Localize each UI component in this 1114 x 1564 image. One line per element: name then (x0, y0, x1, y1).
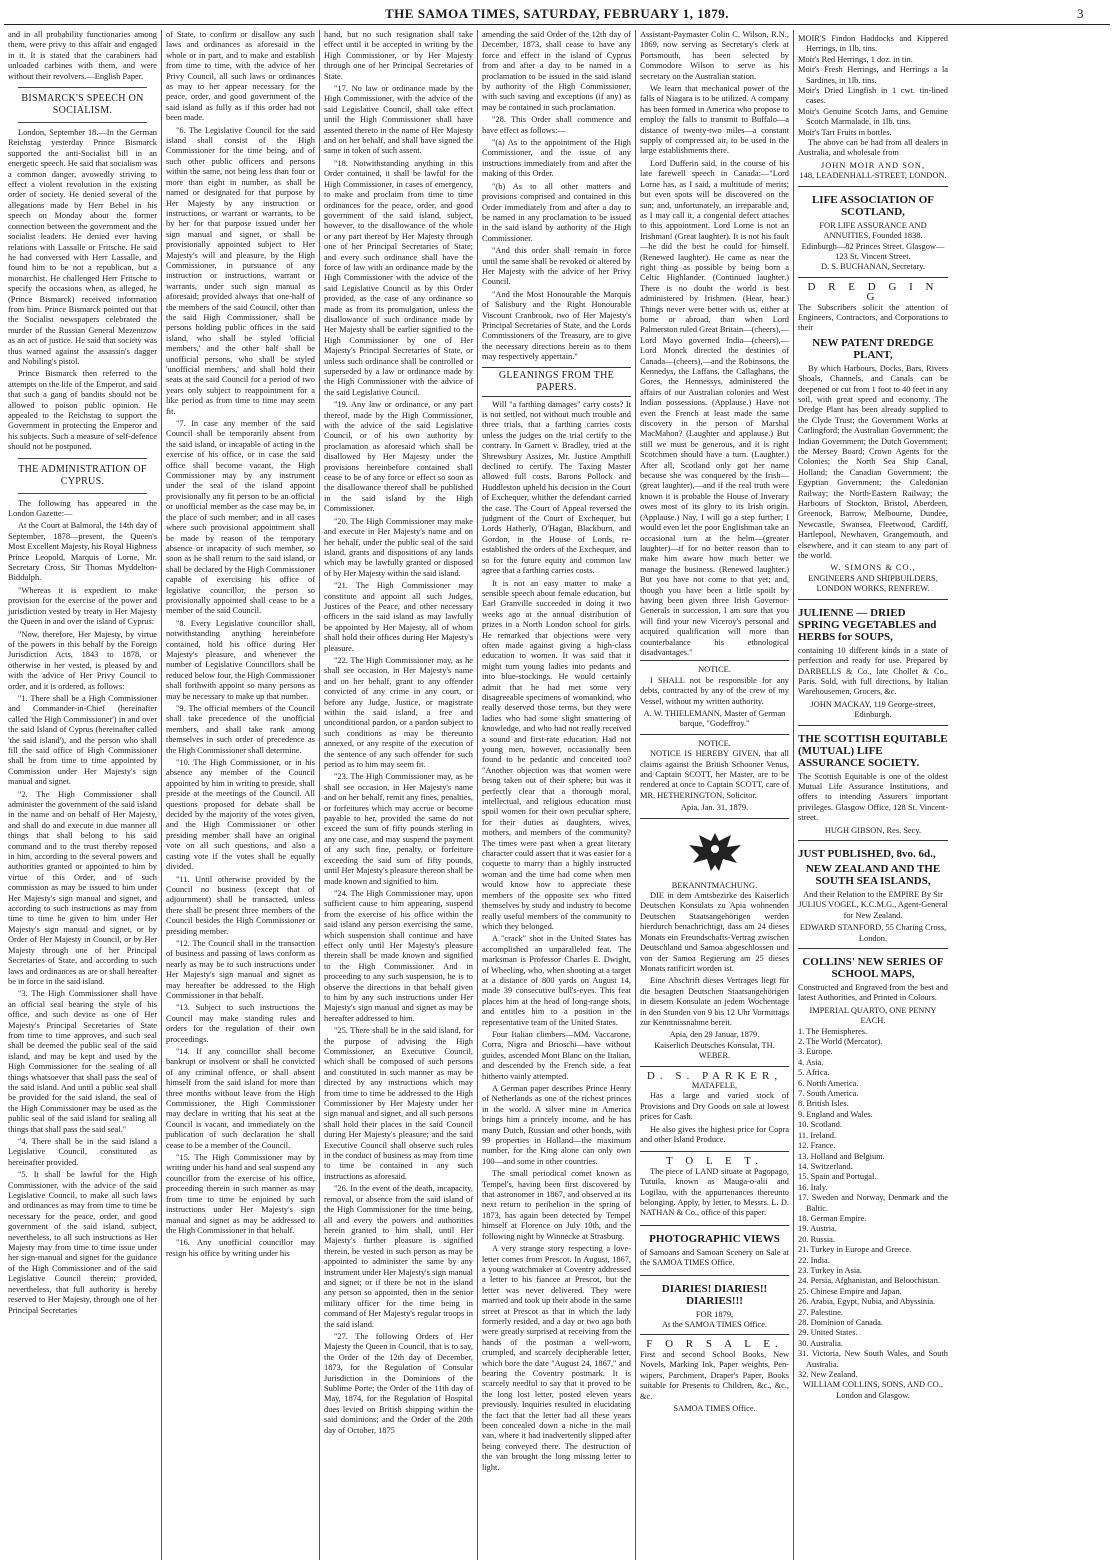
paragraph: "(a) As to the appointment of the High Commissioner, and the issue of any instructions immediately from and after the making of this Order. (482, 138, 631, 179)
ad-body: DIE in dem Amtsbezirke des Kaiserlich Deutschen Konsulats zu Apia wohnenden Deutschen Staatsangehörigen werden hierdurch benachrichtigt, dass am 24 dieses Monats ein Freundschafts-Vertrag zwischen Deutschland und Samoa abgeschlossen und von der Samoa Regierung am 25 dieses Monats ratificirt worden ist. (640, 891, 789, 973)
parker-ad (640, 1067, 789, 1153)
paragraph: At the Court at Balmoral, the 14th day of September, 1878—present, the Queen's Most Excellent Majesty, his Royal Highness Prince Leopold, Marquis of Lorne, Mr. Secretary Cross, Sir Thomas Myddelton-Biddulph. (8, 521, 157, 583)
list-item: 11. Ireland. (798, 1130, 837, 1140)
list-item: 30. Australia. (798, 1338, 843, 1348)
ad-body: The piece of LAND situate at Pagopago, Tutuila, known as Mauga-o-alii and Logilau, with the appurtenances thereunto belonging. Apply, by letter, to Messrs. L. D. NATHAN & Co., office of this paper. (640, 1166, 789, 1218)
diaries-ad (640, 1276, 789, 1336)
ad-date: Apia, Jan. 31, 1879. (680, 803, 749, 813)
ad-body: containing 10 different kinds in a state of perfection and ready for use. Prepared by DARBELLS & Co., late Chollet & Co., Paris. Sold, with full directions, by Italian Warehousemen, Grocers, &c. (798, 645, 948, 697)
moir-ad (798, 30, 948, 187)
notice-ad-venus (640, 735, 789, 819)
paragraph: "28. This Order shall commence and have effect as follows:— (482, 115, 631, 135)
ad-company: JOHN MOIR AND SON, (820, 160, 926, 170)
paragraph: A very strange story respecting a love-letter comes from Prescot. In August, 1867, a young watchmaker at Coventry addressed a letter to his fiancee at Prescot, but the letter was never delivered. They were married and took up their abode in the same street at Prescot as that in which the lady formerly resided, and a day or two ago both were greatly surprised at receiving from the hands of the postman a well-worn, crumpled, and scarcely decipherable letter, which bore the date "August 24, 1867," and bearing the Coventry postmark. It is scarcely needful to say that it proved to be the long lost letter, posted eleven years previously. Inquiries resulted in elucidating the fact that the letter had all these years been concealed down a niche in the mail van, where it had inadvertently slipped after being conveyed there. The destruction of the van brought the long missing letter to light. (482, 1244, 631, 1472)
paragraph: The small periodical comet known as Tempel's, having been first discovered by that astronomer in 1867, and observed at its next return to perihelion in the spring of 1873, has again been detected by Tempel himself at Florence on July 10th, and the following night by Winnecke at Strasburg. (482, 1169, 631, 1241)
paragraph: "8. Every Legislative councillor shall, notwithstanding anything hereinbefore contained, hold his office during Her Majesty's pleasure, and whenever the number of Legislative Councillors shall be reduced below four, the High Commissioner shall forthwith appoint so many persons as may be necessary to make up that number. (166, 618, 315, 701)
masthead-rule (4, 24, 1110, 25)
ad-signature: WILLIAM COLLINS, SONS, AND CO., London and Glasgow. (802, 1380, 944, 1400)
list-item: 4. Asia. (798, 1057, 824, 1067)
list-item: 14. Switzerland. (798, 1161, 853, 1171)
ad-company: W. SIMONS & CO., (830, 563, 916, 573)
ad-address: 148, LEADENHALL-STREET, LONDON. (799, 171, 947, 181)
article-heading-gleanings: GLEANINGS FROM THE PAPERS. (482, 367, 631, 397)
list-item: 23. Turkey in Asia. (798, 1265, 862, 1275)
list-item: 26. Arabia, Egypt, Nubia, and Abyssinia. (798, 1297, 936, 1307)
paragraph: Will "a farthing damages" carry costs? It is not settled, not without much trouble and three trials, that a farthing carries costs unless the judges on the trial certify to the contrary. In Garnett v. Bradley, tried at the Shrewsbury Assizes, Mr. Justice Ampthill declined to certify. The Taxing Master allowed full costs. Barons Pollock and Huddleston upheld his decision in the Court of Exchequer, whither the defendant carried the case. The Court of Appeal reversed the judgment of the Court of Exchequer, but Lords Hatherly, O'Hagan, Blackburn, and Gordon, in the House of Lords, re-established the orders of the Exchequer, and so for the future equity and common law agree that a farthing carries costs. (482, 399, 631, 576)
ad-location: At the SAMOA TIMES Office. (661, 1320, 768, 1330)
ad-body: The Subscribers solicit the attention of Engineers, Contractors, and Corporations to their (798, 302, 948, 333)
paragraph: A German paper describes Prince Henry of Netherlands as one of the richest princes in the world. A silver mine in America brings him a princely income, and he has many Dutch, Russian and other bonds, with 99 properties in Holland—the maximum number, for the King alone can only own 100—and some in other countries. (482, 1084, 631, 1166)
ad-body: And their Relation to the EMPIRE By Sir JULIUS VOGEL, K.C.M.G., Agent-General for New Zealand. (798, 889, 948, 920)
list-item: 16. Italy. (798, 1182, 828, 1192)
column-4 (478, 30, 636, 1560)
paragraph: "19. Any law or ordinance, or any part thereof, made by the High Commissioner, with the advice of the said Legislative Council, or of his own authority by proclamation as aforesaid which shall be disallowed by Her Majesty under the provisions hereinbefore contained shall cease to be of any force or effect so soon as the disallowance thereof shall be published in the said island by the High Commissioner. (324, 400, 473, 514)
newspaper-columns (4, 30, 1110, 1560)
article-heading-bismarck: BISMARCK'S SPEECH ON SOCIALISM. (21, 93, 144, 117)
list-item: 10. Scotland. (798, 1120, 842, 1130)
ad-title: T O L E T. (666, 1155, 763, 1168)
paragraph: It is not an easy matter to make a sensible speech about female education, but Earl Granville succeeded in doing it two weeks ago at the annual distribution of prizes in a North London school for girls. He remarked that objections were very often made against giving a high-class education to women. It was said that it might turn young ladies into pedants and into blue-stockings. He would certainly admit that he had met some very disagreeable specimens of womankind, who really deserved those terms, but they were ladies who had some slight smattering of knowledge, and who had not really received a sound and first-rate education. Had not young men, however, occasionally been found to be pedantic and conceited too? "Another objection was that women were being taken out of their sphere; but was it perfectly clear that a thorough moral, intellectual, and religious education must spoil women for their own peculiar sphere, for their duties as daughters, wives, mothers, and members of the community? The times were past when a great literary character could assert that it was easier for a coquette to marry than a highly instructed woman and the time had come when men would know how to appreciate these members of the opposite sex who fitted themselves by study and industry to become really useful members of the community to which they belonged. (482, 578, 631, 931)
ad-title: THE SCOTTISH EQUITABLE (MUTUAL) LIFE ASSURANCE SOCIETY. (798, 732, 948, 769)
paragraph: A "crack" shot in the United States has accomplished an unparalleled feat. The marksman is Professor Charles E. Dwight, of Wheeling, who, when shooting at a target at a distance of 800 yards on August 14, made 39 consecutive bull's-eyes. This feat places him at the head of long-range shots, and entitles him to a position in the representative team of the United States. (482, 934, 631, 1027)
ad-signature: EDWARD STANFORD, 55 Charing Cross, London. (799, 923, 947, 943)
ad-signature: Kaiserlich Deutsches Konsulat, TH. WEBER. (654, 1040, 775, 1061)
list-item: 28. Dominion of Canada. (798, 1318, 883, 1327)
list-item: Moir's Tart Fruits in bottles. (798, 127, 892, 137)
paragraph: of State, to confirm or disallow any such laws and ordinances as aforesaid in the whole or in part, and to make and establish from time to time, with the advice of her Privy Council, all such laws or ordinances as may to her appear necessary for the peace, order, and good government of the said island as fully as if this order had not been made. (166, 30, 315, 123)
paragraph: "4. There shall be in the said island a Legislative Council, constituted as hereinafter provided. (8, 1137, 157, 1167)
ad-title: LIFE ASSOCIATION OF SCOTLAND, (811, 193, 935, 218)
notice-ad-thielemann (640, 660, 789, 734)
list-item: 7. South America. (798, 1089, 859, 1099)
article-continuation: and in all probability functionaries among them, were privy to this affair and engaged in it. It is stated that the carabiners had unloaded carbines with them, and were without their revolvers.—English Paper. (8, 30, 157, 81)
ad-body: Has a large and varied stock of Provisions and Dry Goods on sale at lowest prices for Cash. (640, 1091, 789, 1122)
paragraph: The following has appeared in the London Gazette:— (8, 498, 157, 519)
list-item: 9. England and Wales. (798, 1109, 873, 1119)
page-number: 3 (1077, 6, 1084, 21)
paragraph: "5. It shall be lawful for the High Commissioner, with the advice of the said Legislative Council, to make all such laws and ordinances as may from time to time be necessary for the peace, order, and good government of the said island, subject, nevertheless, to all such instructions as Her Majesty may from time to time issue under her sign-manual and signet for the guidance of the High Commissioner and of the said Legislative Council therein; provided, nevertheless, that full authority is hereby reserved to Her Majesty, through one of her Principal Secretaries (8, 1170, 157, 1315)
ad-headline: NEW ZEALAND AND THE SOUTH SEA ISLANDS, (805, 862, 941, 887)
divider (18, 87, 147, 88)
paragraph: "Now, therefore, Her Majesty, by virtue of the powers in this behalf by the Foreign Jurisdiction Acts, 1843 to 1878, or otherwise in her vested, is pleased by and with the advice of Her Privy Council to order, and it is ordered, as follows: (8, 629, 157, 691)
paragraph: "And the Most Honourable the Marquis of Salisbury and the Right Honourable Viscount Cranbrook, two of Her Majesty's Principal Secretaries of State, and the Lords Commissioners of the Treasury, are to give the necessary directions herein as to them may respectively appertain." (482, 289, 631, 362)
dredging-ad (798, 278, 948, 600)
paragraph: Four Italian climbers—MM. Vaccarone, Corra, Nigra and Brioschi—have without guides, ascended Mont Blanc on the Italian, and descended by the French side, a feat hitherto vainly attempted. (482, 1029, 631, 1081)
divider (18, 122, 147, 123)
ad-title: NOTICE. (698, 665, 731, 675)
paragraph: "22. The High Commissioner may, as he shall see occasion, in Her Majesty's name and on her behalf, grant to any offender convicted of any crime in any court, or before any Judge, Justice, or magistrate within the said island, a free and unconditional pardon, or a pardon subject to such conditions as may be thereunto annexed, or any respite of the execution of the sentence of any such offender for such period as to him may seem fit. (324, 655, 473, 770)
map-list (798, 1027, 948, 1381)
list-item: 3. Europe. (798, 1047, 833, 1057)
list-item: 13. Holland and Belgium. (798, 1151, 885, 1161)
list-item: 8. British Isles. (798, 1099, 849, 1109)
ad-signature: SAMOA TIMES Office. (673, 1403, 756, 1413)
paragraph: "21. The High Commissioner may constitute and appoint all such Judges, Justices of the Peace, and other necessary officers in the said island as may lawfully be appointed by Her Majesty, all of whom shall hold their offices during Her Majesty's pleasure. (324, 581, 473, 653)
life-association-ad (798, 187, 948, 278)
column-5 (636, 30, 794, 1560)
paragraph: "9. The official members of the Council shall take precedence of the unofficial members, and shall take rank among themselves in such order of precedence as the High Commissioner shall determine. (166, 704, 315, 755)
list-item: 20. Russia. (798, 1234, 835, 1244)
paragraph: "13. Subject to such instructions the Council may make standing rules and orders for the regulation of their own proceedings. (166, 1003, 315, 1044)
list-item: Moir's Genuine Scotch Jams, and Genuine Scotch Marmalade, in 1lb. tins. (798, 106, 948, 127)
ad-title: BEKANNTMACHUNG. (671, 880, 758, 890)
ad-body: NOTICE IS HEREBY GIVEN, that all claims against the British Schooner Venus, and Captain SCOTT, her Master, are to be rendered at once to Captain SCOTT, care of MR. HETHERINGTON, Solicitor. (640, 749, 789, 800)
ad-title: PHOTOGRAPHIC VIEWS (649, 1232, 780, 1245)
ad-headline: NEW PATENT DREDGE PLANT, (812, 336, 934, 361)
list-item: 1. The Hemispheres. (798, 1026, 868, 1036)
ad-title: D. S. PARKER, (646, 1069, 783, 1082)
ad-body: He also gives the highest price for Copra and other Island Produce. (640, 1124, 789, 1144)
paragraph: London, September 18.—In the German Reichstag yesterday Prince Bismarck supported the anti-Socialist bill in an energetic speech. He said that socialism was a common danger, avowedly striving to effect a violent revolution in the existing order of society. He denied several of the allegations made by Herr Bebel in his speech on Monday about the former connection between the government and the socialist leaders. He denied ever having relations with Lassalle or Fritsche. He said he had conversed with Herr Lassalle, and found him to be not a republican, but a monarchist. He challenged Herr Fritsche to specify the occasions when, as alleged, he (Prince Bismarck) received information from him. Prince Bismarck pointed out that the Socialist newspapers celebrated the murder of the Russian General Mezentzow as an act of justice. He said that society was thus warned against the assassin's dagger and Nobiling's pistol. (8, 128, 157, 366)
ad-title: D R E D G I N G (807, 280, 939, 304)
list-item: 27. Palestine. (798, 1307, 843, 1317)
paragraph: "(b) As to all other matters and provisions comprised and contained in this Order immediately from and after a day to be named in any proclamation to be issued in the said island by authority of the High Commissioner. (482, 181, 631, 243)
ad-body: I SHALL not be responsible for any debts, contracted by any of the crew of my Vessel, without my written authority. (640, 675, 789, 706)
paragraph: "26. In the event of the death, incapacity, removal, or absence from the said island of the High Commissioner for the time being, all and every the powers and authorities herein granted to him shall, until Her Majesty's further pleasure is signified therein, be vested in such person as may be appointed to administer the same by any instrument under Her Majesty's sign manual and signet; or if there be not in the island any person so appointed, then in the senior military officer for the time being in command of Her Majesty's regular troops in the said island. (324, 1184, 473, 1329)
article-heading-cyprus: THE ADMINISTRATION OF CYPRUS. (18, 463, 147, 487)
list-item: 32. New Zealand. (798, 1370, 858, 1380)
ad-subtitle: FOR 1879, (695, 1309, 734, 1319)
list-item: MOIR'S Findon Haddocks and Kippered Herrings, in 1lb. tins. (798, 34, 948, 54)
paragraph: Assistant-Paymaster Colin C. Wilson, R.N., 1869, now serving as Secretary's clerk at Portsmouth, has been selected by Commodore Wilson to serve as his secretary on the Australian station. (640, 30, 789, 81)
ad-title: JULIENNE — DRIED SPRING VEGETABLES and HERBS for SOUPS, (798, 606, 937, 643)
list-item: 21. Turkey in Europe and Greece. (798, 1245, 912, 1255)
ad-signature: JOHN MACKAY, 119 George-street, Edinburgh. (810, 699, 936, 720)
list-item: Moir's Dried Lingfish in 1 cwt. tin-lined cases. (798, 86, 948, 106)
ad-body: of Samoans and Samoan Scenery on Sale at the SAMOA TIMES Office. (640, 1247, 789, 1268)
ad-signature: A. W. THIELEMANN, Master of German barque, "Godeffroy." (643, 709, 786, 729)
ad-title: NOTICE. (698, 738, 731, 748)
column-6 (794, 30, 952, 1560)
ad-signature: D. S. BUCHANAN, Secretary. (821, 262, 925, 272)
paragraph: Prince Bismarck then referred to the attempts on the life of the Emperor, and said that such a gang of bandits should not be allowed to poison public opinion. He appealed to the Reichstag to support the Government in protecting the Emperor and his subjects. Such a measure of self-defence should not be postponed. (8, 369, 157, 452)
paragraph: "18. Notwithstanding anything in this Order contained, it shall be lawful for the High Commissioner, in cases of emergency, to make and proclaim from time to time ordinances for the peace, order, and good government of the said island, subject, however, to the disallowance of the whole or any part thereof by Her Majesty through one of her Principal Secretaries of State; and every such ordinance shall have the force of law with an ordinance made by the High Commissioner with the advice of the said Legislative Council as by this Order provided, as the case of any ordinance so made as from its promulgation, unless the disallowance of such ordinance made by Her Majesty shall be earlier signified to the High Commissioner by one of Her Majesty's Principal Secretaries of State, or unless such ordinance shall be controlled or superseded by a law or ordinance made by the High Commissioner with the advice of the said Legislative Council. (324, 158, 473, 397)
ad-signature: HUGH GIBSON, Res. Secy. (824, 825, 922, 835)
list-item: 6. North America. (798, 1078, 859, 1088)
list-item: 29. United States. (798, 1328, 858, 1338)
paragraph: "11. Until otherwise provided by the Council no business (except that of adjournment) shall be transacted, unless there shall be present three members of the Council besides the High Commissioner or presiding member. (166, 874, 315, 936)
for-sale-ad (640, 1335, 789, 1418)
paragraph: "2. The High Commissioner shall administer the government of the said island in the name and on behalf of Her Majesty, and shall do and execute in due manner all things that shall belong to his said command and to the trust thereby reposed in him, according to the several powers and authorities granted or appointed to him by virtue of this Order, and of such commission as may be issued to him under Her Majesty's sign manual and signet, and according to such instructions as may from time to time be given to him under Her Majesty's sign manual and signet, or by Order of Her Majesty in Council, or by Her Majesty through one of her Principal Secretaries of State, and according to such laws and ordinances as are or shall hereafter be in force in the said island. (8, 789, 157, 986)
column-2 (162, 30, 320, 1560)
list-item: 24. Persia, Afghanistan, and Beloochistan. (798, 1276, 940, 1286)
ad-subtitle: MATAFELE, (691, 1080, 738, 1090)
list-item: 18. German Empire. (798, 1213, 867, 1223)
paragraph: "16. Any unofficial councillor may resign his office by writing under his (166, 1238, 315, 1258)
new-zealand-book-ad (798, 841, 948, 949)
list-item: Moir's Red Herrings, 1 doz. in tin. (798, 54, 913, 64)
collins-maps-ad (798, 949, 948, 1405)
to-let-ad (640, 1152, 789, 1225)
ad-title: DIARIES! DIARIES!! DIARIES!!! (661, 1282, 768, 1307)
paragraph: "14. If any councillor shall become bankrupt or insolvent or shall be convicted of any criminal offence, or shall absent himself from the said island for more than three months without leave from the High Commissioner, the High Commissioner may declare in writing that his seat at the Council is vacant, and immediately on the publication of such declaration he shall cease to be a member of the Council. (166, 1047, 315, 1150)
paragraph: "27. The following Orders of Her Majesty the Queen in Council, that is to say, the Order of the 12th day of December, 1873, for the Regulation of Consular Jurisdiction in the Dominions of the Sublime Porte; the Order of the 11th day of May, 1874, for the Regulation of Hospital dues levied on British shipping within the said dominions; and the Order of the 20th day of October, 1875 (324, 1331, 473, 1435)
ad-address: Edinburgh—82 Princes Street. Glasgow—123 St. Vincent Street. (801, 241, 945, 261)
paragraph: "23. The High Commissioner may, as he shall see occasion, in Her Majesty's name and on her behalf, remit any fines, penalties, or forfeitures which may accrue or become payable to her, provided the same do not exceed the sum of fifty pounds sterling in any one case, and may suspend the payment of any such fine, penalty, or forfeiture exceeding the said sum of fifty pounds, until Her Majesty's pleasure thereon shall be made known and signified to him. (324, 772, 473, 886)
moir-products (798, 34, 948, 138)
ad-date: Apia, den 29 Januar, 1879. (669, 1030, 760, 1040)
paragraph: "1. There shall be a High Commissioner and Commander-in-Chief (hereinafter called 'the High Commissioner') in and over the said Island of Cyprus (hereinafter called 'the said island'), and the person who shall fill the said office of High Commissioner shall be from time to time appointed by Commission under Her Majesty's sign manual and signet. (8, 693, 157, 787)
divider (18, 493, 147, 494)
paragraph: hand, but no such resignation shall take effect until it be accepted in writing by the High Commissioner, or by Her Majesty through one of her Principal Secretaries of State. (324, 30, 473, 81)
list-item: 2. The World (Mercator). (798, 1037, 883, 1047)
paragraph: "3. The High Commissioner shall have an official seal bearing the style of his office, and such device as one of Her Majesty's Principal Secretaries of State from time to time approves, and such seal shall be deemed the public seal of the said island, and may be kept and used by the High Commissioner for the sealing of all things whatsoever that shall pass the seal of the said island. And until a public seal shall be provided for the said island, the seal of the High Commissioner may be used as the public seal of the said island for sealing all things that shall pass the said seal." (8, 989, 157, 1134)
paragraph: Lord Dufferin said, in the course of his late farewell speech in Canada:—"Lord Lorne has, as I said, a multitude of merits; but even spots will be discovered on the sun; and, unfortunately, an irreparable and, as I may call it, a congenial defect attaches to this appointment. Lord Lorne is not an Irishman! (Great laughter). It is not his fault—he did the best he could for himself. (Renewed laughter). He came as near the right thing as possible by being born a Celtic Highlander. (Continued laughter.) There is no doubt the world is best administered by Irishmen. (Hear, hear.) Things never were better with us, either at home or abroad, than when Lord Palmerston ruled Great Britain—(cheers),—Lord Mayo governed India—(cheers),—Lord Monck directed the destinies of Canada—(cheers),—and the Robinsons, the Kennedys, the Laffans, the Callaghans, the Gores, the Hennessys, administered the affairs of our Australian colonies and West Indian possessions. (Applause.) Have not even the French at least made the same discovery in the person of Marshal MacMahon? (Laughter and applause.) But still we must be generous, and it is right Scotchmen should have a turn. (Laughter.) After all, Scotland only got her name because she was conquered by the Irish—(great laughter),—and if the real truth were known it is probable the House of Inverary owes most of its glory to its Irish origin. (Applause.) Nay, I will go a step further; I would even let the poor Englishman take an occasional turn at the helm—(greater laughter)—if for no better reason than to make him aware how much better we manage the business. (Renewed laughter.) But you have not come to that yet; and, though you have been a little spoilt by having been given three Irish Governor-Generals in succession, I am sure that you will find your new Viceroy's personal and acquired qualification will more than counterbalance his ethnological disadvantages." (640, 158, 789, 657)
paragraph: "12. The Council shall in the transaction of business and passing of laws conform as nearly as may be to such instructions under Her Majesty's sign manual and signet as may hereafter be addressed to the High Commissioner in that behalf. (166, 938, 315, 1000)
paragraph: "10. The High Commissioner, or in his absence any member of the Council appointed by him in writing to preside, shall preside at the meetings of the Council. All questions proposed for debate shall be decided by the majority of the votes given, and the High Commissioner or other presiding member shall have an original vote on all such questions, and also a casting vote if the votes shall be equally divided. (166, 758, 315, 872)
paragraph: "20. The High Commissioner may make and execute in Her Majesty's name and on her behalf, under the public seal of the said island, grants and dispositions of any lands which may be lawfully granted or disposed of by Her Majesty within the said island. (324, 516, 473, 578)
paragraph: "25. There shall be in the said island, for the purpose of advising the High Commissioner, an Executive Council, which shall be composed of such persons and constituted in such manner as may be directed by any instructions which may from time to time be addressed to the High Commissioner by Her Majesty under her sign manual and signet, and all such persons shall hold their places in the said Council during Her Majesty's pleasure; and the said Executive Council shall observe such rules in the conduct of business as may from time to time be contained in any such instructions as aforesaid. (324, 1026, 473, 1181)
julienne-ad (798, 600, 948, 726)
paragraph: We learn that mechanical power of the falls of Niagara is to be utilized. A company has been formed in America who propose to employ the falls to transmit to Buffalo—a distance of twenty-two miles—a constant supply of compressed air, to be used in the large establishments there. (640, 84, 789, 156)
ad-body: The above can be had from all dealers in Australia, and wholesale from (798, 138, 948, 158)
ad-subtitle: IMPERIAL QUARTO, ONE PENNY EACH. (809, 1005, 937, 1026)
german-consulate-notice (640, 819, 789, 1067)
ad-body: Constructed and Engraved from the best and latest Authorities, and Printed in Colours. (798, 983, 948, 1003)
scottish-equitable-ad (798, 726, 948, 841)
paragraph: "Whereas it is expedient to make provision for the exercise of the power and jurisdiction vested by treaty in Her Majesty the Queen in and over the island of Cyprus: (8, 585, 157, 627)
ad-title: JUST PUBLISHED, 8vo. 6d., (798, 847, 936, 860)
imperial-eagle-icon (685, 827, 745, 877)
ad-body: Eine Abschrift dieses Vertrages liegt für die besagten Deutschen Staatsangehörigen in diesem Konsulate an jedem Wochentage in den Stunden von 9 bis 12 Uhr Vormittags zur Kenntnissnahme bereit. (640, 976, 789, 1027)
list-item: 12. France. (798, 1141, 836, 1151)
ad-body: First and second School Books, New Novels, Marking Ink, Paper weights, Pen-wipers, Parchment, Draper's Paper, Books suitable for Presents to Children, &c., &c., &c. (640, 1349, 789, 1401)
list-item: 25. Chinese Empire and Japan. (798, 1286, 902, 1296)
photographic-views-ad (640, 1226, 789, 1276)
paragraph: "7. In case any member of the said Council shall be temporarily absent from the said island, or incapable of acting in the exercise of his office, or in case the said office shall become vacant, the High Commissioner may by any instrument under the seal of the island appoint provisionally any fit person to be an official or unofficial member as the case may be, in the place of such member; and in all cases where such provisional appointment shall be made by reason of the temporary absence or incapacity of such member, so soon as he shall return to the said island, or shall be declared by the High Commissioner capable of exercising his office of legislative councillor, the person so provisionally appointed shall cease to be a member of the said Council. (166, 419, 315, 616)
list-item: Moir's Fresh Herrings, and Herrings a la Sardines, in 1lb. tins. (798, 65, 948, 85)
column-1 (4, 30, 162, 1560)
list-item: 31. Victoria, New South Wales, and South Australia. (798, 1349, 948, 1369)
list-item: 17. Sweden and Norway, Denmark and the Baltic. (798, 1193, 948, 1213)
ad-subtitle: FOR LIFE ASSURANCE AND ANNUITIES, Founded 1838. (819, 220, 927, 241)
newspaper-title: THE SAMOA TIMES, SATURDAY, FEBRUARY 1, 1879. (385, 6, 729, 21)
list-item: 15. Spain and Portugal. (798, 1172, 877, 1182)
list-item: 19. Austria. (798, 1224, 837, 1234)
column-3 (320, 30, 478, 1560)
list-item: 5. Africa. (798, 1068, 830, 1078)
paragraph: "And this order shall remain in force until the same shall be revoked or altered by Her Majesty with the advice of her Privy Council. (482, 246, 631, 287)
paragraph: "17. No law or ordinance made by the High Commissioner, with the advice of the said Legislative Council, shall take effect until the High Commissioner shall have assented thereto in the name of Her Majesty and on her behalf, and shall have signed the same in token of such assent. (324, 84, 473, 156)
paragraph: "6. The Legislative Council for the said island shall consist of the High Commissioner for the time being, and of such other public officers and persons within the same, not being less than four or more than eight in number, as shall be named or designated for that purpose by Her Majesty by any instruction or instructions, or warrant or warrants, to be by her for that purpose issued under her sign manual and signet, or shall be provisionally appointed subject to Her Majesty's will and pleasure, by the High Commissioner, in pursuance of any instruction or instructions, warrant or warrants, under such sign manual as aforesaid; provided always that one-half of the members of the said Council, other than the said High Commissioner, shall be persons holding public offices in the said island, who shall be styled 'official members,' and the other half shall be unofficial persons, who shall be styled 'unofficial members,' and shall hold their seats at the said Council for a period of two years only subject to reappointment for a like period as from time to time may seem fit. (166, 125, 315, 416)
ad-title: F O R S A L E. (646, 1338, 783, 1351)
paragraph: "24. The High Commissioner may, upon sufficient cause to him appearing, suspend from the exercise of his office within the said island any person exercising the same, which suspension shall continue and have effect only until Her Majesty's pleasure therein shall be made known and signified to the High Commissioner. And in proceeding to any such suspension, he is to observe the directions in that behalf given to him by any such instructions under Her Majesty's sign manual and signet as may be hereafter addressed to him. (324, 888, 473, 1023)
ad-body: By which Harbours, Docks, Bars, Rivers Shoals, Channels, and Canals can be deepened or cut from 1 foot to 40 feet in any soil, with great speed and economy. The Dredge Plant has been already supplied to the Clyde Trust; the Government Works at Carlingford; the Australian Government; the Indian Government; the Dutch Government; the Mersey Board; Crown Agents for the Colonies; the North Sea Ship Canal, Holland; the Canadian Government; the Egyptian Government; the Caledonian Railway; the North-Eastern Railway; the Harbours of Stockton, Bristol, Aberdeen, Greenock, Barrow, Melbourne, Dundee, Newcastle, Swansea, Fleetwood, Cardiff, Hartlepool, Newhaven, Grangemouth, and elsewhere, and it can steam to any part of the world. (798, 363, 948, 561)
paragraph: amending the said Order of the 12th day of December, 1873, shall cease to have any force and effect in the island of Cyprus from and after a day to be named in a proclamation to be issued in the said island by authority of the High Commissioner, with such saving and exceptions (if any) as may be contained in such proclamation. (482, 30, 631, 112)
paragraph: "15. The High Commissioner may by writing under his hand and seal suspend any councillor from the exercise of his office, proceeding therein in such manner as may from time to time be enjoined by such instructions under Her Majesty's sign manual and signet as may be addressed to the High Commissioner in that behalf. (166, 1153, 315, 1235)
list-item: 22. India. (798, 1255, 830, 1265)
ad-title: COLLINS' NEW SERIES OF SCHOOL MAPS, (802, 956, 944, 980)
ad-body: The Scottish Equitable is one of the oldest Mutual Life Assurance Institutions, and offers to intending Assurers important privileges. Glasgow Office, 128 St. Vincent-street. (798, 771, 948, 823)
ad-company-detail: ENGINEERS AND SHIPBUILDERS, LONDON WORKS, RENFREW. (808, 573, 938, 594)
divider (18, 458, 147, 459)
